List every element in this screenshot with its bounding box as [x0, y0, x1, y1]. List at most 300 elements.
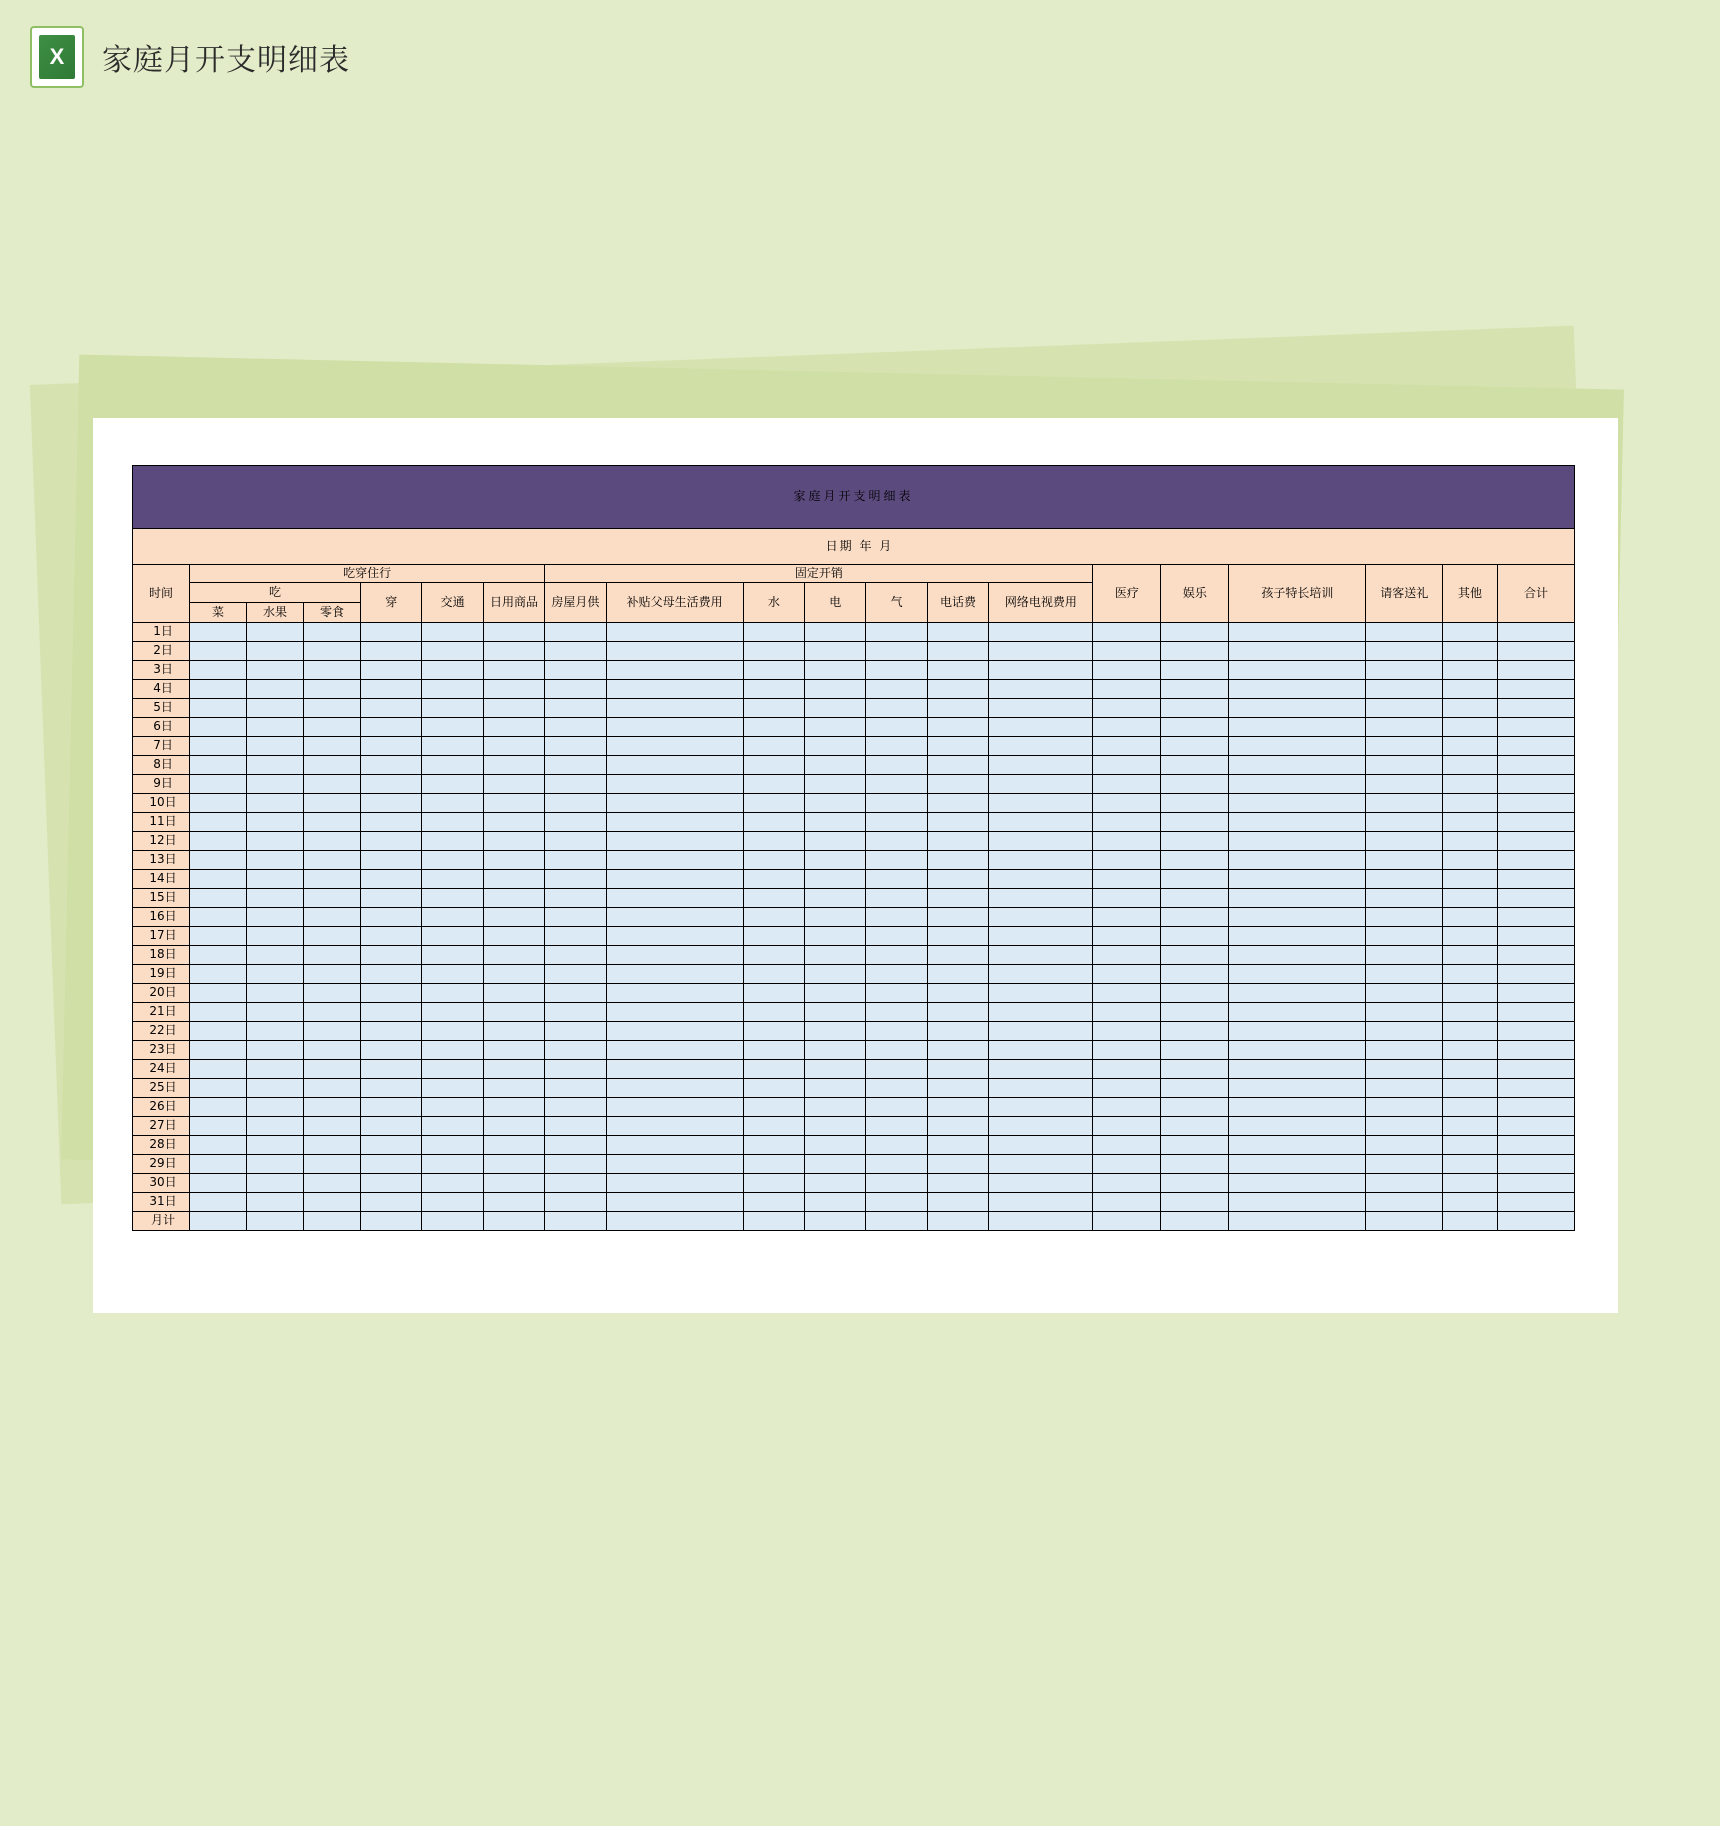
- cell[interactable]: [743, 1136, 804, 1155]
- cell[interactable]: [247, 737, 304, 756]
- cell[interactable]: [545, 927, 606, 946]
- cell[interactable]: [1229, 699, 1366, 718]
- cell[interactable]: [247, 889, 304, 908]
- cell[interactable]: [743, 1022, 804, 1041]
- cell[interactable]: [1443, 927, 1498, 946]
- cell[interactable]: [805, 642, 866, 661]
- cell[interactable]: [743, 642, 804, 661]
- cell[interactable]: [989, 1041, 1093, 1060]
- cell[interactable]: [866, 775, 927, 794]
- cell[interactable]: [422, 1117, 483, 1136]
- cell[interactable]: [247, 794, 304, 813]
- cell[interactable]: [1497, 813, 1574, 832]
- cell[interactable]: [483, 1136, 544, 1155]
- cell[interactable]: [483, 794, 544, 813]
- cell[interactable]: [1443, 1117, 1498, 1136]
- cell[interactable]: [1366, 984, 1443, 1003]
- cell[interactable]: [247, 718, 304, 737]
- cell[interactable]: [1443, 870, 1498, 889]
- cell[interactable]: [989, 851, 1093, 870]
- cell[interactable]: [483, 1022, 544, 1041]
- cell[interactable]: [927, 718, 988, 737]
- cell[interactable]: [606, 813, 743, 832]
- cell[interactable]: [304, 813, 361, 832]
- cell[interactable]: [545, 984, 606, 1003]
- cell[interactable]: [1161, 908, 1229, 927]
- cell[interactable]: [1443, 984, 1498, 1003]
- cell[interactable]: [927, 908, 988, 927]
- cell[interactable]: [483, 623, 544, 642]
- cell[interactable]: [606, 1174, 743, 1193]
- cell[interactable]: [483, 908, 544, 927]
- cell[interactable]: [989, 737, 1093, 756]
- cell[interactable]: [422, 889, 483, 908]
- cell[interactable]: [606, 1193, 743, 1212]
- cell[interactable]: [1161, 1079, 1229, 1098]
- cell[interactable]: [361, 756, 422, 775]
- cell[interactable]: [866, 794, 927, 813]
- cell[interactable]: [1093, 984, 1161, 1003]
- cell[interactable]: [1093, 1155, 1161, 1174]
- cell[interactable]: [866, 1136, 927, 1155]
- cell[interactable]: [1161, 1098, 1229, 1117]
- cell[interactable]: [743, 623, 804, 642]
- cell[interactable]: [361, 889, 422, 908]
- cell[interactable]: [304, 1193, 361, 1212]
- cell[interactable]: [606, 832, 743, 851]
- cell[interactable]: [190, 984, 247, 1003]
- cell[interactable]: [190, 1136, 247, 1155]
- cell[interactable]: [1229, 984, 1366, 1003]
- cell[interactable]: [247, 832, 304, 851]
- cell[interactable]: [927, 699, 988, 718]
- cell[interactable]: [422, 794, 483, 813]
- cell[interactable]: [1366, 832, 1443, 851]
- cell[interactable]: [1497, 965, 1574, 984]
- cell[interactable]: [927, 756, 988, 775]
- cell[interactable]: [1497, 661, 1574, 680]
- cell[interactable]: [1229, 1041, 1366, 1060]
- cell[interactable]: [989, 699, 1093, 718]
- cell[interactable]: [422, 832, 483, 851]
- cell[interactable]: [1497, 889, 1574, 908]
- cell[interactable]: [304, 1155, 361, 1174]
- cell[interactable]: [190, 1174, 247, 1193]
- cell[interactable]: [247, 1193, 304, 1212]
- cell[interactable]: [927, 1212, 988, 1231]
- cell[interactable]: [866, 756, 927, 775]
- cell[interactable]: [1443, 699, 1498, 718]
- cell[interactable]: [1366, 1022, 1443, 1041]
- cell[interactable]: [1093, 1079, 1161, 1098]
- cell[interactable]: [361, 699, 422, 718]
- cell[interactable]: [190, 718, 247, 737]
- cell[interactable]: [361, 718, 422, 737]
- cell[interactable]: [927, 927, 988, 946]
- cell[interactable]: [190, 851, 247, 870]
- cell[interactable]: [304, 1041, 361, 1060]
- cell[interactable]: [1366, 1174, 1443, 1193]
- cell[interactable]: [483, 1174, 544, 1193]
- cell[interactable]: [190, 965, 247, 984]
- cell[interactable]: [1229, 1060, 1366, 1079]
- cell[interactable]: [545, 1174, 606, 1193]
- cell[interactable]: [1229, 908, 1366, 927]
- cell[interactable]: [545, 1022, 606, 1041]
- cell[interactable]: [361, 1079, 422, 1098]
- cell[interactable]: [805, 775, 866, 794]
- cell[interactable]: [247, 680, 304, 699]
- cell[interactable]: [1366, 1117, 1443, 1136]
- cell[interactable]: [1161, 718, 1229, 737]
- cell[interactable]: [805, 832, 866, 851]
- cell[interactable]: [304, 718, 361, 737]
- cell[interactable]: [866, 718, 927, 737]
- cell[interactable]: [304, 1060, 361, 1079]
- cell[interactable]: [927, 794, 988, 813]
- cell[interactable]: [989, 1136, 1093, 1155]
- cell[interactable]: [545, 794, 606, 813]
- cell[interactable]: [927, 775, 988, 794]
- cell[interactable]: [1366, 965, 1443, 984]
- cell[interactable]: [1161, 870, 1229, 889]
- cell[interactable]: [361, 1193, 422, 1212]
- cell[interactable]: [1497, 851, 1574, 870]
- cell[interactable]: [1366, 794, 1443, 813]
- cell[interactable]: [1497, 623, 1574, 642]
- cell[interactable]: [1497, 870, 1574, 889]
- cell[interactable]: [805, 1117, 866, 1136]
- cell[interactable]: [247, 1212, 304, 1231]
- cell[interactable]: [989, 946, 1093, 965]
- cell[interactable]: [743, 756, 804, 775]
- cell[interactable]: [989, 1003, 1093, 1022]
- cell[interactable]: [805, 1041, 866, 1060]
- cell[interactable]: [545, 1193, 606, 1212]
- cell[interactable]: [989, 1098, 1093, 1117]
- cell[interactable]: [1229, 851, 1366, 870]
- cell[interactable]: [545, 1060, 606, 1079]
- cell[interactable]: [247, 1079, 304, 1098]
- cell[interactable]: [361, 775, 422, 794]
- cell[interactable]: [1443, 737, 1498, 756]
- cell[interactable]: [1093, 1098, 1161, 1117]
- cell[interactable]: [483, 1117, 544, 1136]
- cell[interactable]: [606, 623, 743, 642]
- cell[interactable]: [422, 870, 483, 889]
- cell[interactable]: [304, 737, 361, 756]
- cell[interactable]: [361, 1060, 422, 1079]
- cell[interactable]: [361, 1041, 422, 1060]
- cell[interactable]: [989, 623, 1093, 642]
- cell[interactable]: [304, 1003, 361, 1022]
- cell[interactable]: [422, 623, 483, 642]
- cell[interactable]: [361, 1098, 422, 1117]
- cell[interactable]: [1093, 756, 1161, 775]
- cell[interactable]: [1443, 813, 1498, 832]
- cell[interactable]: [606, 1155, 743, 1174]
- cell[interactable]: [1093, 851, 1161, 870]
- cell[interactable]: [483, 946, 544, 965]
- cell[interactable]: [866, 1155, 927, 1174]
- cell[interactable]: [606, 870, 743, 889]
- cell[interactable]: [483, 1212, 544, 1231]
- cell[interactable]: [1161, 1136, 1229, 1155]
- cell[interactable]: [927, 889, 988, 908]
- cell[interactable]: [361, 870, 422, 889]
- cell[interactable]: [1497, 1098, 1574, 1117]
- cell[interactable]: [989, 1193, 1093, 1212]
- cell[interactable]: [190, 642, 247, 661]
- cell[interactable]: [422, 661, 483, 680]
- cell[interactable]: [1366, 1098, 1443, 1117]
- cell[interactable]: [989, 1117, 1093, 1136]
- cell[interactable]: [1161, 851, 1229, 870]
- cell[interactable]: [743, 965, 804, 984]
- cell[interactable]: [422, 1060, 483, 1079]
- cell[interactable]: [1161, 737, 1229, 756]
- cell[interactable]: [1366, 1079, 1443, 1098]
- cell[interactable]: [1443, 1212, 1498, 1231]
- cell[interactable]: [1161, 642, 1229, 661]
- cell[interactable]: [1443, 1174, 1498, 1193]
- cell[interactable]: [247, 851, 304, 870]
- cell[interactable]: [1093, 1041, 1161, 1060]
- cell[interactable]: [1161, 1022, 1229, 1041]
- cell[interactable]: [1229, 718, 1366, 737]
- cell[interactable]: [927, 1155, 988, 1174]
- cell[interactable]: [743, 775, 804, 794]
- cell[interactable]: [743, 1155, 804, 1174]
- cell[interactable]: [1229, 1136, 1366, 1155]
- cell[interactable]: [1366, 1193, 1443, 1212]
- cell[interactable]: [866, 1174, 927, 1193]
- cell[interactable]: [190, 889, 247, 908]
- cell[interactable]: [1229, 889, 1366, 908]
- cell[interactable]: [1229, 775, 1366, 794]
- cell[interactable]: [805, 680, 866, 699]
- cell[interactable]: [1161, 1193, 1229, 1212]
- cell[interactable]: [1443, 1060, 1498, 1079]
- cell[interactable]: [1229, 1098, 1366, 1117]
- cell[interactable]: [743, 1117, 804, 1136]
- cell[interactable]: [1443, 1022, 1498, 1041]
- cell[interactable]: [866, 927, 927, 946]
- cell[interactable]: [247, 965, 304, 984]
- cell[interactable]: [866, 832, 927, 851]
- cell[interactable]: [545, 965, 606, 984]
- cell[interactable]: [1366, 642, 1443, 661]
- cell[interactable]: [1366, 756, 1443, 775]
- cell[interactable]: [190, 1060, 247, 1079]
- cell[interactable]: [927, 1193, 988, 1212]
- cell[interactable]: [422, 1022, 483, 1041]
- cell[interactable]: [743, 832, 804, 851]
- cell[interactable]: [1229, 927, 1366, 946]
- cell[interactable]: [927, 1098, 988, 1117]
- cell[interactable]: [1497, 1155, 1574, 1174]
- cell[interactable]: [361, 1117, 422, 1136]
- cell[interactable]: [989, 1079, 1093, 1098]
- cell[interactable]: [190, 756, 247, 775]
- cell[interactable]: [743, 813, 804, 832]
- cell[interactable]: [190, 623, 247, 642]
- cell[interactable]: [545, 813, 606, 832]
- cell[interactable]: [422, 813, 483, 832]
- cell[interactable]: [743, 1098, 804, 1117]
- cell[interactable]: [483, 870, 544, 889]
- cell[interactable]: [545, 1155, 606, 1174]
- cell[interactable]: [247, 1136, 304, 1155]
- cell[interactable]: [361, 1003, 422, 1022]
- cell[interactable]: [545, 1098, 606, 1117]
- cell[interactable]: [1443, 661, 1498, 680]
- cell[interactable]: [1366, 927, 1443, 946]
- cell[interactable]: [743, 870, 804, 889]
- cell[interactable]: [805, 851, 866, 870]
- cell[interactable]: [866, 889, 927, 908]
- cell[interactable]: [1443, 775, 1498, 794]
- cell[interactable]: [1497, 1060, 1574, 1079]
- cell[interactable]: [1366, 1136, 1443, 1155]
- cell[interactable]: [304, 965, 361, 984]
- cell[interactable]: [989, 775, 1093, 794]
- cell[interactable]: [1229, 946, 1366, 965]
- cell[interactable]: [1497, 794, 1574, 813]
- cell[interactable]: [483, 680, 544, 699]
- cell[interactable]: [247, 699, 304, 718]
- cell[interactable]: [606, 642, 743, 661]
- cell[interactable]: [866, 1117, 927, 1136]
- cell[interactable]: [606, 1098, 743, 1117]
- cell[interactable]: [304, 1022, 361, 1041]
- cell[interactable]: [743, 889, 804, 908]
- cell[interactable]: [190, 1117, 247, 1136]
- cell[interactable]: [483, 927, 544, 946]
- cell[interactable]: [1366, 623, 1443, 642]
- cell[interactable]: [927, 965, 988, 984]
- cell[interactable]: [304, 1136, 361, 1155]
- cell[interactable]: [743, 1174, 804, 1193]
- cell[interactable]: [483, 737, 544, 756]
- cell[interactable]: [304, 775, 361, 794]
- cell[interactable]: [1443, 889, 1498, 908]
- cell[interactable]: [422, 1041, 483, 1060]
- cell[interactable]: [190, 1155, 247, 1174]
- cell[interactable]: [927, 946, 988, 965]
- cell[interactable]: [483, 1193, 544, 1212]
- cell[interactable]: [805, 870, 866, 889]
- cell[interactable]: [989, 889, 1093, 908]
- cell[interactable]: [1366, 1003, 1443, 1022]
- cell[interactable]: [1093, 1136, 1161, 1155]
- cell[interactable]: [927, 1041, 988, 1060]
- cell[interactable]: [743, 851, 804, 870]
- cell[interactable]: [1497, 1041, 1574, 1060]
- cell[interactable]: [927, 737, 988, 756]
- cell[interactable]: [1161, 1041, 1229, 1060]
- cell[interactable]: [1093, 642, 1161, 661]
- cell[interactable]: [483, 851, 544, 870]
- cell[interactable]: [606, 680, 743, 699]
- cell[interactable]: [545, 1136, 606, 1155]
- cell[interactable]: [304, 984, 361, 1003]
- cell[interactable]: [1497, 642, 1574, 661]
- cell[interactable]: [361, 623, 422, 642]
- cell[interactable]: [1161, 1060, 1229, 1079]
- cell[interactable]: [1443, 623, 1498, 642]
- cell[interactable]: [743, 908, 804, 927]
- cell[interactable]: [1161, 680, 1229, 699]
- cell[interactable]: [1443, 965, 1498, 984]
- cell[interactable]: [805, 946, 866, 965]
- cell[interactable]: [927, 832, 988, 851]
- cell[interactable]: [247, 908, 304, 927]
- cell[interactable]: [606, 1060, 743, 1079]
- cell[interactable]: [1366, 775, 1443, 794]
- cell[interactable]: [422, 1079, 483, 1098]
- cell[interactable]: [1366, 718, 1443, 737]
- cell[interactable]: [866, 642, 927, 661]
- cell[interactable]: [606, 965, 743, 984]
- cell[interactable]: [422, 756, 483, 775]
- cell[interactable]: [304, 851, 361, 870]
- cell[interactable]: [247, 927, 304, 946]
- cell[interactable]: [1366, 813, 1443, 832]
- cell[interactable]: [304, 1174, 361, 1193]
- cell[interactable]: [1093, 908, 1161, 927]
- cell[interactable]: [1497, 1117, 1574, 1136]
- cell[interactable]: [1093, 1212, 1161, 1231]
- cell[interactable]: [1229, 680, 1366, 699]
- cell[interactable]: [1443, 756, 1498, 775]
- cell[interactable]: [1366, 1041, 1443, 1060]
- cell[interactable]: [545, 775, 606, 794]
- cell[interactable]: [247, 813, 304, 832]
- cell[interactable]: [361, 946, 422, 965]
- cell[interactable]: [1093, 832, 1161, 851]
- cell[interactable]: [545, 642, 606, 661]
- cell[interactable]: [1229, 1022, 1366, 1041]
- cell[interactable]: [1093, 946, 1161, 965]
- cell[interactable]: [1443, 1155, 1498, 1174]
- cell[interactable]: [866, 680, 927, 699]
- cell[interactable]: [805, 794, 866, 813]
- cell[interactable]: [743, 718, 804, 737]
- cell[interactable]: [743, 680, 804, 699]
- cell[interactable]: [1161, 965, 1229, 984]
- cell[interactable]: [1229, 965, 1366, 984]
- cell[interactable]: [304, 661, 361, 680]
- cell[interactable]: [1443, 1098, 1498, 1117]
- cell[interactable]: [1443, 1136, 1498, 1155]
- cell[interactable]: [866, 870, 927, 889]
- cell[interactable]: [805, 1174, 866, 1193]
- cell[interactable]: [1366, 870, 1443, 889]
- cell[interactable]: [1497, 1022, 1574, 1041]
- cell[interactable]: [247, 870, 304, 889]
- cell[interactable]: [483, 813, 544, 832]
- cell[interactable]: [304, 889, 361, 908]
- cell[interactable]: [989, 680, 1093, 699]
- cell[interactable]: [1161, 1003, 1229, 1022]
- cell[interactable]: [1366, 737, 1443, 756]
- cell[interactable]: [1093, 794, 1161, 813]
- cell[interactable]: [1093, 699, 1161, 718]
- cell[interactable]: [1093, 1003, 1161, 1022]
- cell[interactable]: [1497, 737, 1574, 756]
- cell[interactable]: [866, 908, 927, 927]
